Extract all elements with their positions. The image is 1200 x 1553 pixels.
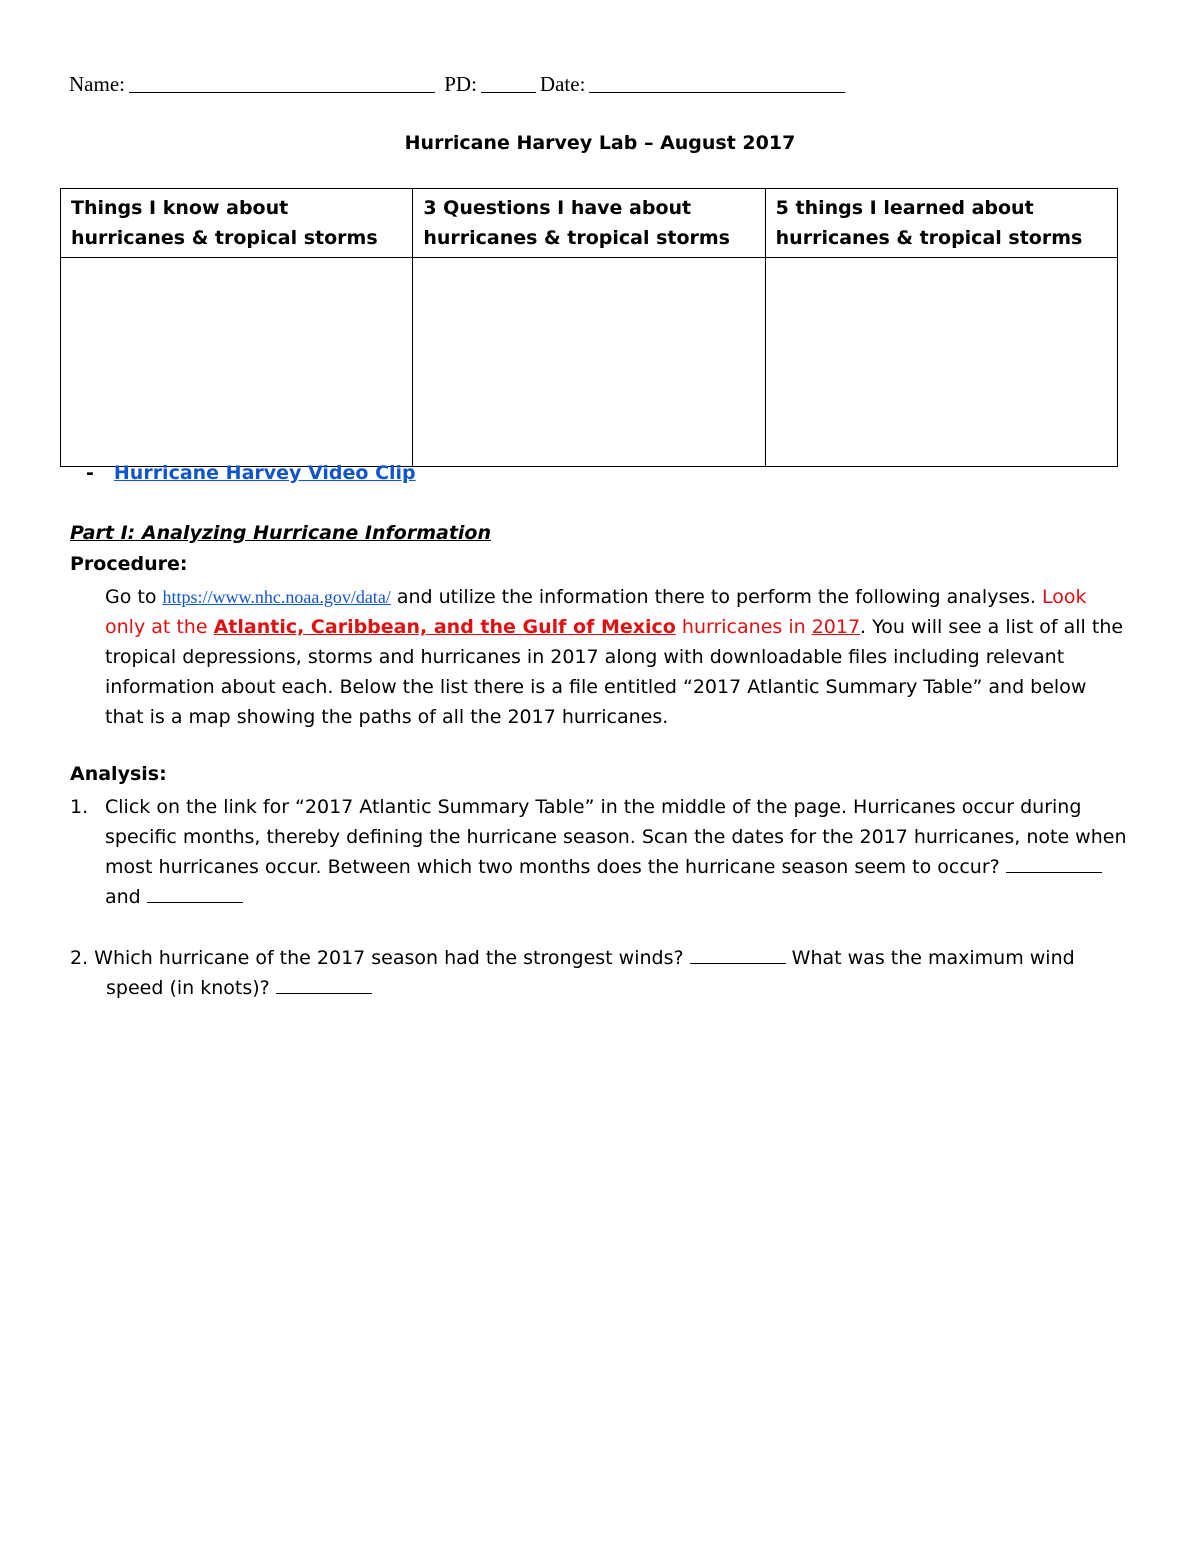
- kwl-cell-questions[interactable]: [413, 258, 765, 467]
- procedure-rest-text: . You will see a list of all the tropical depressions, storms and hurricanes in 2017 along with downloadable files including relevant information about each. Below the list there is a file entitled “2017 Atlantic Summary Table” and below that is a map showing the paths of all the 2017 hurricanes.: [105, 616, 1124, 728]
- analysis-label: Analysis:: [70, 763, 167, 785]
- go-to-text: Go to: [105, 586, 157, 608]
- year-text: 2017: [811, 616, 861, 638]
- video-item: [86, 462, 416, 484]
- kwl-answer-row: [61, 258, 1118, 467]
- kwl-header-questions: 3 Questions I have about hurricanes & tropical storms: [413, 189, 765, 258]
- look-only-text: Look only at the: [105, 586, 1087, 638]
- date-blank[interactable]: [589, 91, 845, 93]
- question-2: [70, 943, 1135, 1003]
- question-1-number: 1.: [70, 796, 89, 818]
- after-url-text: and utilize the information there to perform the following analyses.: [396, 586, 1036, 608]
- question-2-text-part1: 2. Which hurricane of the 2017 season had the strongest winds?: [70, 947, 684, 969]
- q2-answer-blank-1[interactable]: [690, 962, 786, 964]
- kwl-header-row: [61, 189, 1118, 258]
- kwl-cell-know[interactable]: [61, 258, 413, 467]
- student-info-line: [69, 72, 849, 97]
- kwl-header-learned: 5 things I learned about hurricanes & tropical storms: [765, 189, 1117, 258]
- name-blank[interactable]: [129, 91, 435, 93]
- q1-answer-blank-2[interactable]: [147, 901, 243, 903]
- kwl-cell-learned[interactable]: [765, 258, 1117, 467]
- question-1-text: Click on the link for “2017 Atlantic Summary Table” in the middle of the page. Hurricanes occur during specific months, thereby defining the hurricane season. Scan the dates for the 2017 hurricanes, note when most hurricanes occur. Between which two months does the hurricane season seem to occur?: [105, 796, 1127, 878]
- nhc-data-link[interactable]: https://www.nhc.noaa.gov/data/: [162, 587, 391, 607]
- bullet-dash: -: [86, 462, 94, 484]
- kwl-header-know: Things I know about hurricanes & tropical storms: [61, 189, 413, 258]
- question-1-and: and: [105, 886, 141, 908]
- date-label: Date:: [539, 72, 586, 96]
- kwl-table: [60, 188, 1118, 467]
- pd-blank[interactable]: [481, 91, 536, 93]
- q2-answer-blank-2[interactable]: [276, 992, 372, 994]
- name-label: Name:: [69, 72, 125, 96]
- procedure-label: Procedure:: [70, 553, 188, 575]
- document-title: Hurricane Harvey Lab – August 2017: [404, 132, 796, 154]
- video-clip-link[interactable]: Hurricane Harvey Video Clip: [113, 462, 416, 484]
- question-2-text-part3: speed (in knots)?: [106, 977, 270, 999]
- q1-answer-blank-1[interactable]: [1006, 871, 1102, 873]
- pd-label: PD:: [444, 72, 477, 96]
- question-1: [70, 792, 1130, 912]
- procedure-text: [105, 582, 1125, 732]
- question-2-text-part2: What was the maximum wind: [791, 947, 1075, 969]
- regions-text: Atlantic, Caribbean, and the Gulf of Mexico: [213, 616, 676, 638]
- hurricanes-in-text: hurricanes in: [681, 616, 806, 638]
- part-one-title: Part I: Analyzing Hurricane Information: [70, 522, 492, 544]
